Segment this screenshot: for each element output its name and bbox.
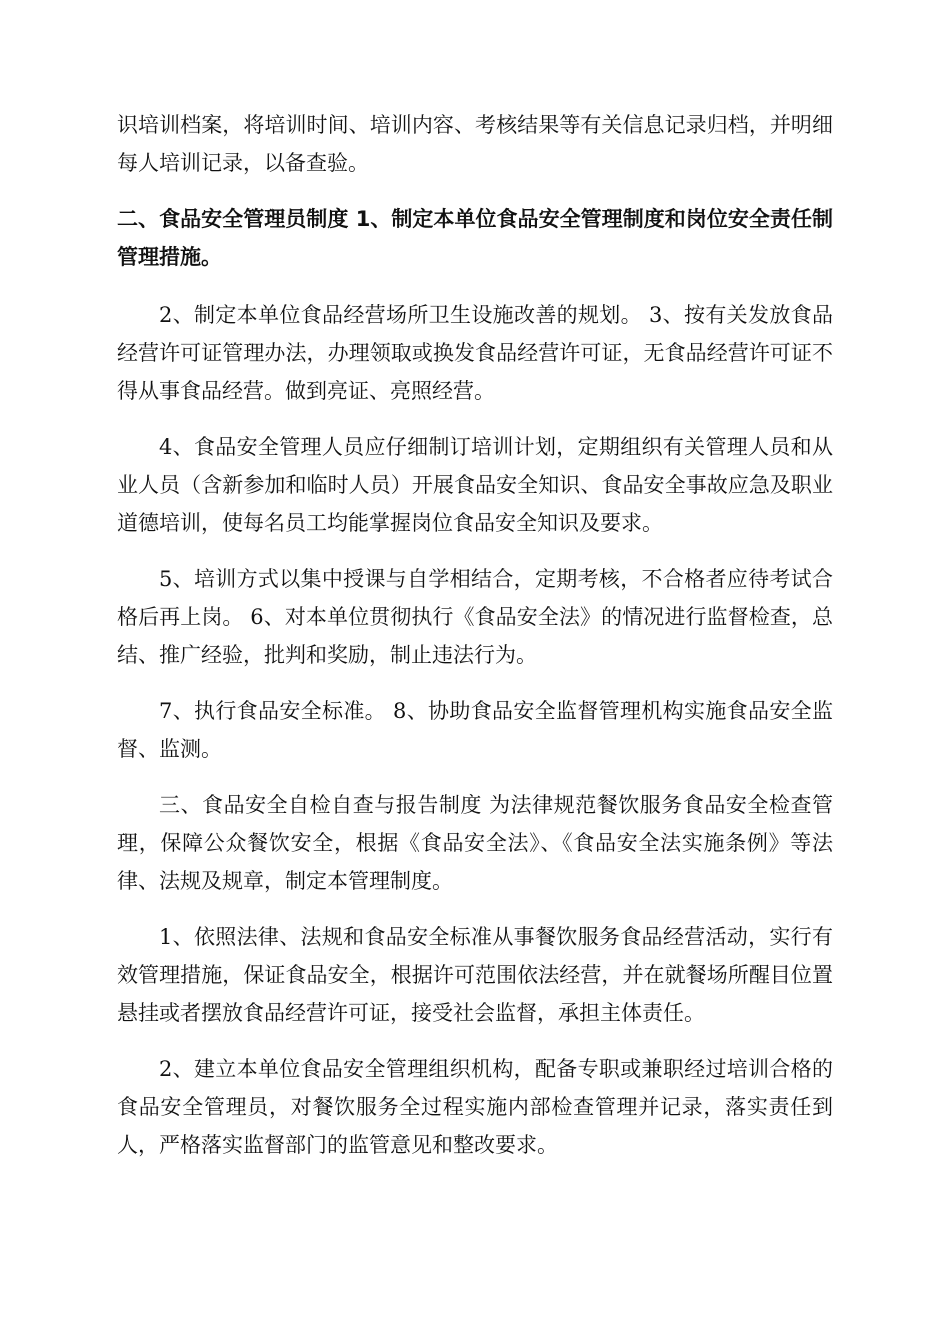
paragraph-item-4: 4、食品安全管理人员应仔细制订培训计划，定期组织有关管理人员和从业人员（含新参加和临时人员）开展食品安全知识、食品安全事故应急及职业道德培训，使每名员工均能掌握岗位食品安全知识及要求。	[117, 435, 833, 535]
heading-food-safety-manager-system: 二、食品安全管理员制度 1、制定本单位食品安全管理制度和岗位安全责任制管理措施。	[117, 207, 833, 269]
paragraph-self-inspection-item-2: 2、建立本单位食品安全管理组织机构，配备专职或兼职经过培训合格的食品安全管理员，对餐饮服务全过程实施内部检查管理并记录，落实责任到人，严格落实监督部门的监管意见和整改要求。	[117, 1057, 833, 1157]
paragraph-items-5-6: 5、培训方式以集中授课与自学相结合，定期考核，不合格者应待考试合格后再上岗。 6、对本单位贯彻执行《食品安全法》的情况进行监督检查，总结、推广经验，批判和奖励，制止违法行为。	[117, 567, 833, 667]
paragraph-items-2-3: 2、制定本单位食品经营场所卫生设施改善的规划。 3、按有关发放食品经营许可证管理办法，办理领取或换发食品经营许可证，无食品经营许可证不得从事食品经营。做到亮证、亮照经营。	[117, 303, 833, 403]
paragraph-items-7-8: 7、执行食品安全标准。 8、协助食品安全监督管理机构实施食品安全监督、监测。	[117, 699, 833, 761]
document-body	[117, 106, 833, 1182]
paragraph-training-archive: 识培训档案，将培训时间、培训内容、考核结果等有关信息记录归档，并明细每人培训记录，以备查验。	[117, 113, 833, 175]
paragraph-self-inspection-item-1: 1、依照法律、法规和食品安全标准从事餐饮服务食品经营活动，实行有效管理措施，保证食品安全，根据许可范围依法经营，并在就餐场所醒目位置悬挂或者摆放食品经营许可证，接受社会监督，承担主体责任。	[117, 925, 833, 1025]
paragraph-self-inspection-system: 三、食品安全自检自查与报告制度 为法律规范餐饮服务食品安全检查管理，保障公众餐饮安全，根据《食品安全法》、《食品安全法实施条例》等法律、法规及规章，制定本管理制度。	[117, 793, 833, 893]
